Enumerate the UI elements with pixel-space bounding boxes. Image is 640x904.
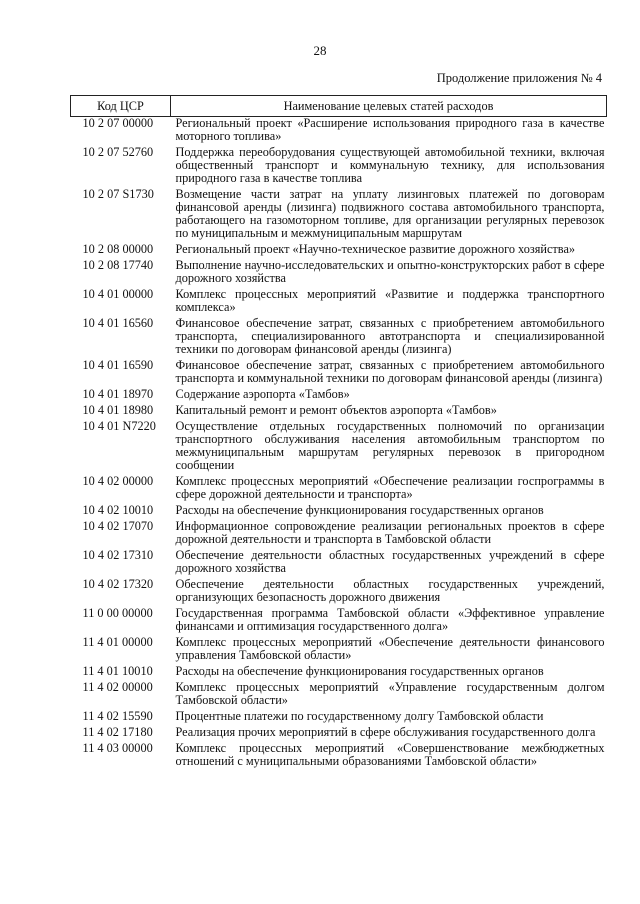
row-code: 10 2 07 S1730 — [82, 187, 154, 201]
row-name: Государственная программа Тамбовской области «Эффективное управление финансами и оптимизация государственного долга» — [175, 606, 605, 633]
table-row — [71, 681, 607, 710]
row-code: 11 4 01 00000 — [82, 635, 153, 649]
row-name: Комплекс процессных мероприятий «Обеспечение реализации госпрограммы в сфере дорожной деятельности и транспорта» — [175, 474, 605, 501]
header-code: Код ЦСР — [71, 96, 171, 117]
row-name: Информационное сопровождение реализации региональных проектов в сфере дорожной деятельности и транспорта в Тамбовской области — [175, 519, 605, 546]
table-row — [71, 504, 607, 520]
row-code: 10 4 01 16560 — [82, 316, 154, 330]
row-name: Комплекс процессных мероприятий «Совершенствование межбюджетных отношений с муниципальными образованиями Тамбовской области» — [175, 741, 605, 768]
row-code: 10 2 08 00000 — [82, 242, 154, 256]
table-row — [71, 549, 607, 578]
row-code: 11 0 00 00000 — [82, 606, 153, 620]
table-row — [71, 607, 607, 636]
table-row — [71, 578, 607, 607]
row-name: Обеспечение деятельности областных государственных учреждений, организующих безопасность дорожного движения — [175, 577, 605, 604]
row-name: Финансовое обеспечение затрат, связанных с приобретением автомобильного транспорта, специализированного автотранспорта и специализированной техники по договорам финансовой аренды (лизинга) — [175, 316, 605, 356]
row-name: Процентные платежи по государственному долгу Тамбовской области — [175, 709, 544, 723]
table-row — [71, 317, 607, 359]
row-code: 11 4 02 00000 — [82, 680, 153, 694]
row-code: 11 4 01 10010 — [82, 664, 153, 678]
row-code: 10 4 01 18980 — [82, 403, 154, 417]
table-row — [71, 359, 607, 388]
row-code: 11 4 03 00000 — [82, 741, 153, 755]
table-row — [71, 726, 607, 742]
row-code: 10 2 07 52760 — [82, 145, 154, 159]
row-name: Капитальный ремонт и ремонт объектов аэропорта «Тамбов» — [175, 403, 497, 417]
row-name: Содержание аэропорта «Тамбов» — [175, 387, 350, 401]
table-row — [71, 710, 607, 726]
table-row — [71, 520, 607, 549]
row-code: 10 4 02 17310 — [82, 548, 154, 562]
row-name: Выполнение научно-исследовательских и опытно-конструкторских работ в сфере дорожного хозяйства — [175, 258, 605, 285]
row-name: Расходы на обеспечение функционирования государственных органов — [175, 503, 544, 517]
page-number: 28 — [313, 43, 327, 58]
row-name: Поддержка переоборудования существующей автомобильной техники, включая общественный транспорт и коммунальную технику, для использования природного газа в качестве топлива — [175, 145, 605, 185]
table-row — [71, 475, 607, 504]
table-row — [71, 288, 607, 317]
header-name: Наименование целевых статей расходов — [171, 96, 607, 117]
budget-items-table — [70, 95, 607, 771]
row-name: Осуществление отдельных государственных полномочий по организации транспортного обслуживания населения автомобильным транспортом по межмуниципальным маршрутам регулярных перевозок в пригородном сообщении — [175, 419, 605, 472]
row-code: 10 4 02 00000 — [82, 474, 154, 488]
table-row — [71, 259, 607, 288]
row-name: Финансовое обеспечение затрат, связанных с приобретением автомобильного транспорта и коммунальной техники по договорам финансовой аренды (лизинга) — [175, 358, 605, 385]
row-name: Комплекс процессных мероприятий «Управление государственным долгом Тамбовской области» — [175, 680, 605, 707]
row-name: Региональный проект «Расширение использования природного газа в качестве моторного топлива» — [175, 116, 605, 143]
table-row — [71, 404, 607, 420]
row-code: 10 4 01 N7220 — [82, 419, 156, 433]
row-name: Обеспечение деятельности областных государственных учреждений в сфере дорожного хозяйства — [175, 548, 605, 575]
row-name: Региональный проект «Научно-техническое развитие дорожного хозяйства» — [175, 242, 576, 256]
row-code: 10 4 01 18970 — [82, 387, 154, 401]
table-row — [71, 665, 607, 681]
row-name: Расходы на обеспечение функционирования государственных органов — [175, 664, 544, 678]
row-name: Возмещение части затрат на уплату лизинговых платежей по договорам финансовой аренды (лизинга) подвижного состава автомобильного транспорта, работающего на газомоторном топливе, для организации регулярных перевозок по муниципальным и межмуниципальным маршрутам — [175, 187, 605, 240]
table-row — [71, 146, 607, 188]
table-row — [71, 388, 607, 404]
continuation-label: Продолжение приложения № 4 — [436, 71, 602, 85]
row-code: 10 4 02 17320 — [82, 577, 154, 591]
row-code: 11 4 02 17180 — [82, 725, 153, 739]
row-code: 10 2 08 17740 — [82, 258, 154, 272]
table-row — [71, 188, 607, 243]
table-row — [71, 117, 607, 147]
table-row — [71, 243, 607, 259]
row-code: 11 4 02 15590 — [82, 709, 153, 723]
row-code: 10 4 01 16590 — [82, 358, 154, 372]
row-code: 10 4 01 00000 — [82, 287, 154, 301]
table-row — [71, 742, 607, 771]
row-code: 10 2 07 00000 — [82, 116, 154, 130]
table-row — [71, 636, 607, 665]
table-header-row — [71, 96, 607, 117]
row-code: 10 4 02 10010 — [82, 503, 154, 517]
row-name: Комплекс процессных мероприятий «Обеспечение деятельности финансового управления Тамбовской области» — [175, 635, 605, 662]
table-row — [71, 420, 607, 475]
row-name: Реализация прочих мероприятий в сфере обслуживания государственного долга — [175, 725, 596, 739]
row-name: Комплекс процессных мероприятий «Развитие и поддержка транспортного комплекса» — [175, 287, 605, 314]
row-code: 10 4 02 17070 — [82, 519, 154, 533]
